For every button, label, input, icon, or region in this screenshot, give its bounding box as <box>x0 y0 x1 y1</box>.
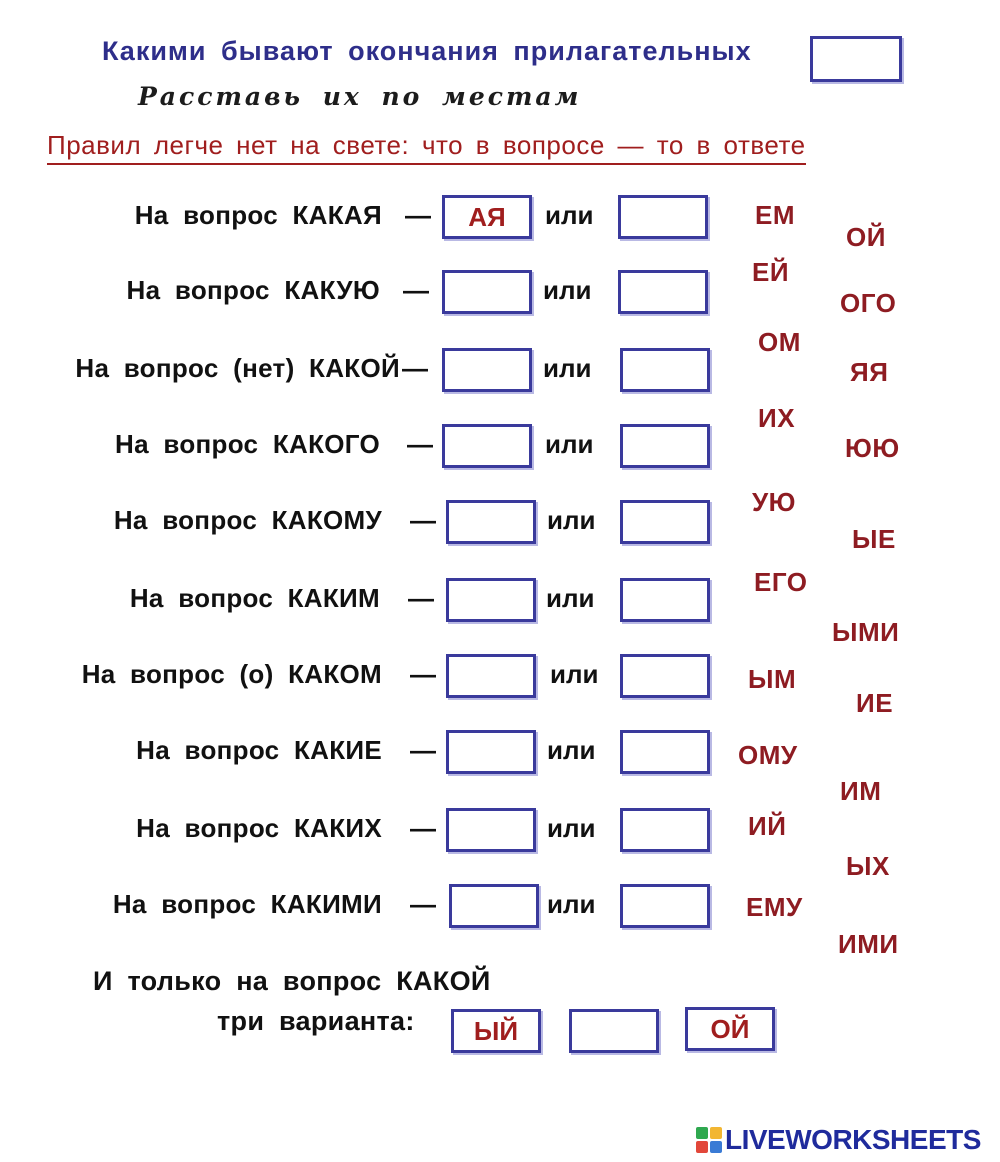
page-title: Какими бывают окончания прилагательных <box>102 36 752 66</box>
dash: — <box>407 429 433 459</box>
dash: — <box>410 735 436 765</box>
answer-box-first[interactable] <box>442 348 532 392</box>
answer-box-first[interactable] <box>446 654 536 698</box>
dash: — <box>405 200 431 230</box>
ending-chip[interactable]: ИЙ <box>748 811 787 841</box>
question-label: На вопрос (о) КАКОМ <box>81 659 382 689</box>
ending-chip[interactable]: ЕМ <box>755 200 795 230</box>
ending-chip[interactable]: ЕГО <box>754 567 808 597</box>
ili-text: или <box>545 429 594 459</box>
answer-box-first[interactable] <box>442 270 532 314</box>
answer-box-second[interactable] <box>620 808 710 852</box>
question-label: На вопрос КАКОГО <box>115 429 380 459</box>
question-label: На вопрос КАКУЮ <box>126 275 380 305</box>
question-label: На вопрос КАКИМ <box>129 583 380 613</box>
answer-box-first[interactable] <box>446 730 536 774</box>
ending-chip[interactable]: ЫМИ <box>832 617 900 647</box>
ili-text: или <box>545 200 594 230</box>
answer-box-second[interactable] <box>620 884 710 928</box>
bottom-line-1: И только на вопрос КАКОЙ <box>93 966 491 996</box>
ending-chip[interactable]: ЯЯ <box>850 357 889 387</box>
bottom-answer-box-3[interactable]: ОЙ <box>685 1007 775 1051</box>
ending-chip[interactable]: ЮЮ <box>845 433 900 463</box>
ending-chip[interactable]: ЫЕ <box>852 524 896 554</box>
question-label: На вопрос КАКОМУ <box>113 505 382 535</box>
dash: — <box>403 275 429 305</box>
ili-text: или <box>543 353 592 383</box>
ili-text: или <box>547 889 596 919</box>
answer-box-second[interactable] <box>620 500 710 544</box>
ili-text: или <box>543 275 592 305</box>
ending-chip[interactable]: ИХ <box>758 403 796 433</box>
dash: — <box>410 889 436 919</box>
title-answer-box[interactable] <box>810 36 902 82</box>
ending-chip[interactable]: ИМ <box>840 776 882 806</box>
liveworksheets-logo <box>696 1124 981 1156</box>
ili-text: или <box>547 735 596 765</box>
answer-box-first[interactable] <box>442 424 532 468</box>
dash: — <box>410 659 436 689</box>
answer-box-first[interactable] <box>446 808 536 852</box>
question-label: На вопрос (нет) КАКОЙ <box>75 353 400 383</box>
logo-text: LIVEWORKSHEETS <box>725 1124 981 1155</box>
ending-chip[interactable]: ОЙ <box>846 222 886 252</box>
answer-box-second[interactable] <box>620 348 710 392</box>
ending-chip[interactable]: ЕМУ <box>746 892 803 922</box>
dash: — <box>402 353 428 383</box>
ending-chip[interactable]: ОГО <box>840 288 897 318</box>
answer-box-second[interactable] <box>620 654 710 698</box>
ili-text: или <box>550 659 599 689</box>
subtitle: Расставь их по местам <box>138 82 582 111</box>
answer-box-second[interactable] <box>620 730 710 774</box>
answer-box-second[interactable] <box>618 195 708 239</box>
question-label: На вопрос КАКАЯ <box>134 200 382 230</box>
ending-chip[interactable]: ИЕ <box>856 688 894 718</box>
ending-chip[interactable]: ЫМ <box>748 664 797 694</box>
bottom-answer-box-1[interactable]: ЫЙ <box>451 1009 541 1053</box>
ending-chip[interactable]: ОМ <box>758 327 801 357</box>
answer-box-first[interactable] <box>446 578 536 622</box>
ending-chip[interactable]: ИМИ <box>838 929 899 959</box>
dash: — <box>410 813 436 843</box>
question-label: На вопрос КАКИХ <box>136 813 382 843</box>
dash: — <box>408 583 434 613</box>
bottom-answer-box-2[interactable] <box>569 1009 659 1053</box>
rule-text: Правил легче нет на свете: что в вопросе — то в ответе <box>47 130 806 165</box>
answer-box-second[interactable] <box>620 578 710 622</box>
answer-box-first[interactable] <box>449 884 539 928</box>
question-label: На вопрос КАКИМИ <box>112 889 382 919</box>
ending-chip[interactable]: ЕЙ <box>752 257 790 287</box>
ending-chip[interactable]: УЮ <box>752 487 796 517</box>
answer-box-second[interactable] <box>618 270 708 314</box>
bottom-line-2: три варианта: <box>217 1006 415 1036</box>
ending-chip[interactable]: ЫХ <box>846 851 890 881</box>
ili-text: или <box>547 505 596 535</box>
dash: — <box>410 505 436 535</box>
ili-text: или <box>546 583 595 613</box>
answer-box-first[interactable] <box>446 500 536 544</box>
answer-box-first[interactable]: АЯ <box>442 195 532 239</box>
ending-chip[interactable]: ОМУ <box>738 740 798 770</box>
logo-mark-icon <box>696 1127 722 1153</box>
ili-text: или <box>547 813 596 843</box>
question-label: На вопрос КАКИЕ <box>136 735 382 765</box>
answer-box-second[interactable] <box>620 424 710 468</box>
